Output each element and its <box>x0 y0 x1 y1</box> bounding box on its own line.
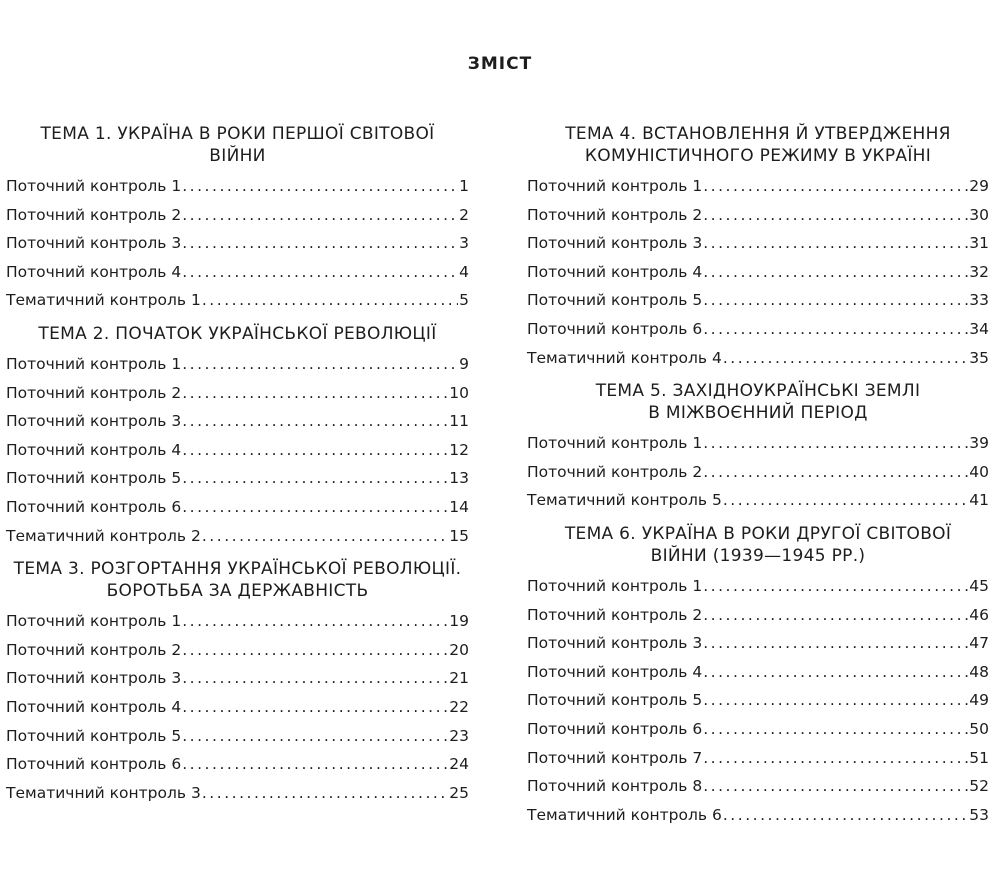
dot-leader <box>703 601 968 630</box>
dot-leader <box>723 801 968 830</box>
toc-entry-page-number: 51 <box>969 748 989 767</box>
toc-entry[interactable] <box>6 407 469 436</box>
toc-entry-page-number: 22 <box>449 697 469 716</box>
toc-entry-label: Поточний контроль 4 <box>6 440 182 459</box>
section-heading: ТЕМА 6. УКРАЇНА В РОКИ ДРУГОЇ СВІТОВОЇ ВІЙНИ (1939—1945 РР.) <box>564 523 952 566</box>
dot-leader <box>723 486 968 515</box>
toc-entry-label: Поточний контроль 3 <box>527 634 703 653</box>
toc-entry-label: Поточний контроль 6 <box>6 497 182 516</box>
toc-entry-page-number: 45 <box>969 576 989 595</box>
dot-leader <box>703 658 968 687</box>
toc-entry[interactable] <box>6 636 469 665</box>
dot-leader <box>182 693 448 722</box>
toc-entry-page-number: 21 <box>449 669 469 688</box>
toc-entry[interactable] <box>527 229 989 258</box>
section-heading: ТЕМА 3. РОЗГОРТАННЯ УКРАЇНСЬКОЇ РЕВОЛЮЦІЇ. БОРОТЬБА ЗА ДЕРЖАВНІСТЬ <box>13 559 462 602</box>
toc-section <box>6 123 469 315</box>
toc-entry-page-number: 19 <box>449 612 469 631</box>
toc-entry-page-number: 5 <box>459 291 469 310</box>
toc-entry-label: Поточний контроль 5 <box>6 469 182 488</box>
toc-entry[interactable] <box>527 629 989 658</box>
toc-entry-label: Поточний контроль 1 <box>6 177 182 195</box>
toc-entry[interactable] <box>527 201 989 230</box>
toc-entry-label: Поточний контроль 5 <box>527 691 703 710</box>
toc-entry-label: Поточний контроль 3 <box>527 234 703 253</box>
toc-entry[interactable] <box>527 658 989 687</box>
toc-entry[interactable] <box>6 436 469 465</box>
toc-entry-page-number: 40 <box>969 462 989 481</box>
toc-entry-label: Поточний контроль 1 <box>527 177 703 195</box>
dot-leader <box>182 172 458 201</box>
toc-entry-label: Поточний контроль 2 <box>527 462 703 481</box>
dot-leader <box>703 772 968 801</box>
dot-leader <box>703 258 968 287</box>
toc-entry-page-number: 49 <box>969 691 989 710</box>
toc-entry-page-number: 15 <box>449 526 469 545</box>
toc-entry-page-number: 23 <box>449 726 469 745</box>
toc-entry[interactable] <box>527 286 989 315</box>
toc-entry[interactable] <box>527 772 989 801</box>
toc-entry-page-number: 24 <box>449 755 469 774</box>
toc-entry[interactable] <box>527 344 989 373</box>
toc-entry[interactable] <box>6 779 469 808</box>
dot-leader <box>703 744 968 773</box>
dot-leader <box>182 750 448 779</box>
dot-leader <box>182 436 448 465</box>
toc-entry[interactable] <box>527 486 989 515</box>
toc-entry[interactable] <box>527 572 989 601</box>
toc-left-column <box>6 123 469 815</box>
toc-entry[interactable] <box>527 429 989 458</box>
toc-entry-label: Поточний контроль 6 <box>6 755 182 774</box>
toc-entry[interactable] <box>527 715 989 744</box>
toc-entry-page-number: 3 <box>459 234 469 253</box>
toc-section <box>527 123 989 372</box>
toc-entry-label: Тематичний контроль 2 <box>6 526 201 545</box>
toc-entry[interactable] <box>6 522 469 551</box>
toc-entry[interactable] <box>527 172 989 201</box>
toc-entry-label: Поточний контроль 5 <box>527 291 703 310</box>
toc-section <box>527 380 989 515</box>
toc-entry-page-number: 2 <box>459 205 469 224</box>
toc-entry-label: Поточний контроль 4 <box>6 697 182 716</box>
dot-leader <box>182 722 448 751</box>
dot-leader <box>202 522 448 551</box>
toc-entry[interactable] <box>6 664 469 693</box>
toc-entry-page-number: 33 <box>969 291 989 310</box>
dot-leader <box>703 315 968 344</box>
toc-entry-label: Поточний контроль 2 <box>527 605 703 624</box>
dot-leader <box>703 429 968 458</box>
toc-entry-label: Поточний контроль 5 <box>6 726 182 745</box>
toc-entry-page-number: 31 <box>969 234 989 253</box>
toc-entry[interactable] <box>6 201 469 230</box>
dot-leader <box>182 664 448 693</box>
dot-leader <box>703 458 968 487</box>
toc-entry[interactable] <box>527 315 989 344</box>
toc-entry-label: Поточний контроль 2 <box>527 205 703 224</box>
toc-entry-label: Тематичний контроль 3 <box>6 783 201 802</box>
toc-entry-page-number: 39 <box>969 434 989 453</box>
section-heading: ТЕМА 5. ЗАХІДНОУКРАЇНСЬКІ ЗЕМЛІ В МІЖВОЄННИЙ ПЕРІОД <box>595 381 921 424</box>
dot-leader <box>182 407 448 436</box>
dot-leader <box>703 572 968 601</box>
toc-entry-page-number: 50 <box>969 719 989 738</box>
toc-entry-page-number: 25 <box>449 783 469 802</box>
toc-entry-page-number: 29 <box>969 177 989 195</box>
toc-entry-label: Поточний контроль 1 <box>527 576 703 595</box>
toc-entry-label: Тематичний контроль 5 <box>527 491 722 510</box>
dot-leader <box>703 286 968 315</box>
toc-entry-page-number: 46 <box>969 605 989 624</box>
toc-entry-page-number: 48 <box>969 662 989 681</box>
toc-entry-label: Поточний контроль 2 <box>6 205 182 224</box>
toc-section <box>6 323 469 550</box>
dot-leader <box>202 779 448 808</box>
toc-entry[interactable] <box>6 722 469 751</box>
dot-leader <box>182 229 458 258</box>
toc-entry-page-number: 11 <box>449 412 469 431</box>
toc-entry[interactable] <box>6 258 469 287</box>
toc-entry-label: Поточний контроль 1 <box>527 434 703 453</box>
toc-entry-page-number: 30 <box>969 205 989 224</box>
toc-entry-page-number: 12 <box>449 440 469 459</box>
dot-leader <box>703 629 968 658</box>
dot-leader <box>182 379 448 408</box>
toc-entry-label: Поточний контроль 8 <box>527 777 703 796</box>
dot-leader <box>182 201 458 230</box>
toc-right-column <box>527 123 989 837</box>
dot-leader <box>703 201 968 230</box>
toc-entry-page-number: 52 <box>969 777 989 796</box>
toc-entry-label: Поточний контроль 4 <box>527 662 703 681</box>
toc-entry[interactable] <box>6 350 469 379</box>
toc-entry-page-number: 14 <box>449 497 469 516</box>
toc-entry-page-number: 53 <box>969 805 989 824</box>
toc-entry[interactable] <box>527 601 989 630</box>
toc-entry-label: Поточний контроль 2 <box>6 383 182 402</box>
section-heading: ТЕМА 1. УКРАЇНА В РОКИ ПЕРШОЇ СВІТОВОЇ ВІЙНИ <box>40 124 435 166</box>
toc-entry[interactable] <box>6 607 469 636</box>
toc-entry-label: Поточний контроль 6 <box>527 319 703 338</box>
dot-leader <box>182 350 458 379</box>
toc-entry[interactable] <box>6 693 469 722</box>
toc-entry[interactable] <box>527 258 989 287</box>
dot-leader <box>182 493 448 522</box>
toc-section <box>527 523 989 829</box>
page-title: ЗМІСТ <box>467 54 533 74</box>
toc-entry-label: Тематичний контроль 4 <box>527 348 722 367</box>
toc-entry[interactable] <box>527 686 989 715</box>
toc-entry[interactable] <box>527 801 989 830</box>
toc-entry-page-number: 35 <box>969 348 989 367</box>
toc-section <box>6 558 469 807</box>
dot-leader <box>703 229 968 258</box>
toc-entry-label: Поточний контроль 1 <box>6 354 182 373</box>
toc-entry[interactable] <box>6 229 469 258</box>
toc-entry[interactable] <box>6 286 469 315</box>
toc-entry[interactable] <box>527 458 989 487</box>
toc-entry-page-number: 9 <box>459 354 469 373</box>
toc-entry[interactable] <box>6 172 469 201</box>
dot-leader <box>182 607 448 636</box>
toc-entry[interactable] <box>6 464 469 493</box>
toc-entry-page-number: 47 <box>969 634 989 653</box>
section-heading: ТЕМА 4. ВСТАНОВЛЕННЯ Й УТВЕРДЖЕННЯ КОМУНІСТИЧНОГО РЕЖИМУ В УКРАЇНІ <box>565 124 951 166</box>
toc-entry-label: Поточний контроль 3 <box>6 412 182 431</box>
dot-leader <box>182 464 448 493</box>
dot-leader <box>703 172 968 201</box>
toc-entry[interactable] <box>6 750 469 779</box>
toc-entry-page-number: 32 <box>969 262 989 281</box>
toc-entry[interactable] <box>6 493 469 522</box>
toc-entry-label: Поточний контроль 2 <box>6 640 182 659</box>
toc-entry-label: Тематичний контроль 6 <box>527 805 722 824</box>
toc-entry-label: Поточний контроль 4 <box>6 262 182 281</box>
dot-leader <box>703 715 968 744</box>
toc-entry-label: Поточний контроль 3 <box>6 234 182 253</box>
toc-entry-label: Поточний контроль 4 <box>527 262 703 281</box>
toc-entry-page-number: 41 <box>969 491 989 510</box>
dot-leader <box>703 686 968 715</box>
toc-entry-label: Поточний контроль 7 <box>527 748 703 767</box>
dot-leader <box>202 286 458 315</box>
toc-entry[interactable] <box>527 744 989 773</box>
dot-leader <box>723 344 968 373</box>
toc-entry-label: Поточний контроль 6 <box>527 719 703 738</box>
toc-entry-label: Поточний контроль 3 <box>6 669 182 688</box>
dot-leader <box>182 258 458 287</box>
toc-entry-page-number: 20 <box>449 640 469 659</box>
toc-entry-page-number: 10 <box>449 383 469 402</box>
toc-entry-label: Тематичний контроль 1 <box>6 291 201 310</box>
dot-leader <box>182 636 448 665</box>
toc-entry-page-number: 1 <box>459 177 469 195</box>
toc-entry-page-number: 4 <box>459 262 469 281</box>
section-heading: ТЕМА 2. ПОЧАТОК УКРАЇНСЬКОЇ РЕВОЛЮЦІЇ <box>38 323 437 344</box>
toc-entry-label: Поточний контроль 1 <box>6 612 182 631</box>
toc-entry-page-number: 34 <box>969 319 989 338</box>
toc-entry[interactable] <box>6 379 469 408</box>
toc-entry-page-number: 13 <box>449 469 469 488</box>
